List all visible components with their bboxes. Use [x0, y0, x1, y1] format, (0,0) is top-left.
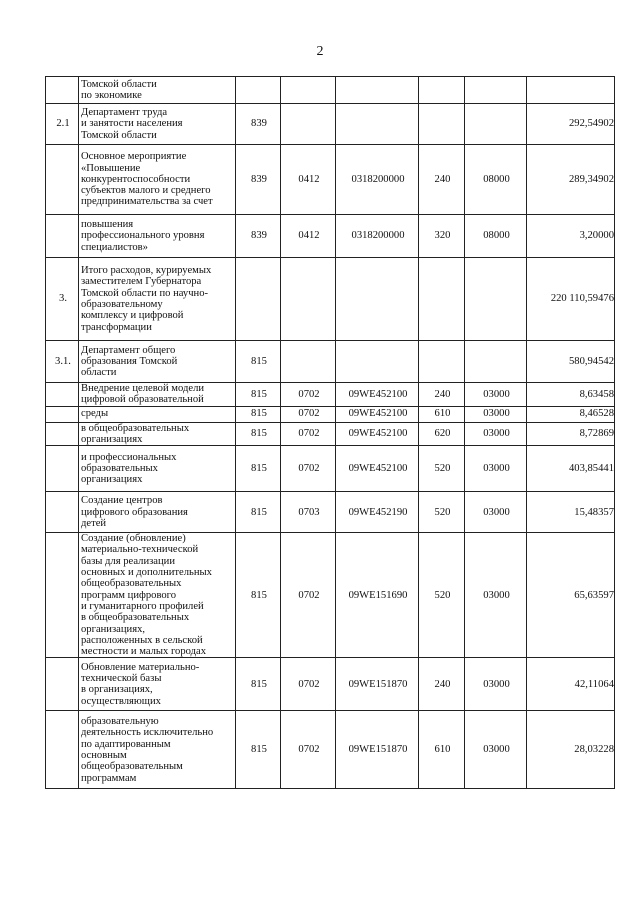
cell-amount: 42,11064 [527, 658, 615, 711]
row-number [46, 711, 79, 789]
row-description [79, 341, 236, 383]
cell-code: 839 [236, 145, 281, 215]
cell-code2: 03000 [465, 446, 527, 492]
cell-csr: 0318200000 [336, 145, 419, 215]
cell-csr [336, 341, 419, 383]
row-number [46, 492, 79, 533]
description-line: организациях [81, 474, 143, 486]
cell-code: 815 [236, 533, 281, 658]
cell-amount: 8,63458 [527, 383, 615, 407]
cell-vr: 520 [419, 492, 465, 533]
cell-code: 839 [236, 215, 281, 258]
cell-section: 0412 [281, 145, 336, 215]
row-number: 3.1. [46, 341, 79, 383]
table-body [46, 77, 615, 789]
cell-amount: 220 110,59476 [527, 258, 615, 341]
row-number [46, 145, 79, 215]
description-line: цифрового образования [81, 506, 188, 518]
description-line: общеобразовательных [81, 578, 182, 590]
cell-amount: 8,46528 [527, 406, 615, 422]
cell-vr [419, 104, 465, 145]
description-line: и занятости населения [81, 118, 183, 130]
description-line: Создание (обновление) [81, 533, 186, 545]
description-line: Внедрение целевой модели [81, 383, 205, 394]
row-description [79, 215, 236, 258]
row-number [46, 533, 79, 658]
description-line: Обновление материально- [81, 661, 200, 673]
row-number [46, 446, 79, 492]
cell-code2: 03000 [465, 711, 527, 789]
description-line: программам [81, 772, 137, 784]
row-description [79, 711, 236, 789]
cell-csr [336, 77, 419, 104]
description-line: Создание центров [81, 495, 163, 507]
cell-code: 815 [236, 711, 281, 789]
cell-vr: 240 [419, 658, 465, 711]
description-line: «Повышение [81, 162, 141, 174]
row-description [79, 422, 236, 446]
description-line: по экономике [81, 90, 142, 101]
description-line: по адаптированным [81, 738, 171, 750]
cell-code2: 03000 [465, 533, 527, 658]
description-line: местности и малых городах [81, 646, 207, 658]
cell-amount [527, 77, 615, 104]
cell-csr: 09WE452100 [336, 383, 419, 407]
table-row [46, 533, 615, 658]
description-line: образовательную [81, 716, 159, 728]
description-line: организациях, [81, 623, 146, 635]
description-line: Томской области [81, 78, 157, 90]
description-line: профессионального уровня [81, 230, 205, 242]
cell-csr: 0318200000 [336, 215, 419, 258]
cell-amount: 292,54902 [527, 104, 615, 145]
description-line: детей [81, 517, 107, 529]
cell-section: 0702 [281, 406, 336, 422]
row-description [79, 533, 236, 658]
description-line: Итого расходов, курируемых [81, 265, 212, 277]
table-row [46, 446, 615, 492]
cell-section: 0702 [281, 383, 336, 407]
cell-vr [419, 77, 465, 104]
cell-section: 0702 [281, 533, 336, 658]
cell-amount: 28,03228 [527, 711, 615, 789]
cell-code2 [465, 258, 527, 341]
cell-code: 815 [236, 492, 281, 533]
cell-amount: 403,85441 [527, 446, 615, 492]
row-description [79, 145, 236, 215]
row-number: 3. [46, 258, 79, 341]
cell-csr: 09WE151870 [336, 711, 419, 789]
row-description [79, 383, 236, 407]
row-description [79, 77, 236, 104]
description-line: Томской области [81, 129, 157, 141]
cell-section: 0702 [281, 711, 336, 789]
cell-code: 815 [236, 422, 281, 446]
cell-code: 815 [236, 658, 281, 711]
row-description [79, 446, 236, 492]
description-line: субъектов малого и среднего [81, 185, 211, 197]
description-line: образования Томской [81, 355, 178, 367]
cell-vr [419, 341, 465, 383]
description-line: заместителем Губернатора [81, 276, 202, 288]
cell-code2: 03000 [465, 492, 527, 533]
table-row [46, 258, 615, 341]
cell-vr: 240 [419, 383, 465, 407]
description-line: расположенных в сельской [81, 634, 203, 646]
cell-amount: 65,63597 [527, 533, 615, 658]
cell-code2: 03000 [465, 658, 527, 711]
cell-code2: 03000 [465, 406, 527, 422]
table-row [46, 711, 615, 789]
description-line: области [81, 367, 117, 379]
description-line: цифровой образовательной [81, 394, 204, 406]
table-row [46, 406, 615, 422]
cell-code: 815 [236, 406, 281, 422]
table-row [46, 658, 615, 711]
table-row [46, 383, 615, 407]
description-line: в организациях, [81, 684, 153, 696]
cell-code: 815 [236, 383, 281, 407]
description-line: Томской области по научно- [81, 287, 209, 299]
cell-section: 0702 [281, 658, 336, 711]
cell-vr: 520 [419, 446, 465, 492]
row-number [46, 77, 79, 104]
description-line: среды [81, 408, 109, 420]
row-number: 2.1 [46, 104, 79, 145]
table-row [46, 215, 615, 258]
row-number [46, 422, 79, 446]
description-line: комплексу и цифровой [81, 310, 184, 322]
cell-vr: 610 [419, 711, 465, 789]
row-number [46, 658, 79, 711]
row-description [79, 492, 236, 533]
cell-code2 [465, 77, 527, 104]
cell-section [281, 258, 336, 341]
cell-amount: 8,72869 [527, 422, 615, 446]
cell-code2: 08000 [465, 215, 527, 258]
cell-csr [336, 104, 419, 145]
description-line: технической базы [81, 673, 162, 685]
cell-section: 0702 [281, 446, 336, 492]
row-number [46, 215, 79, 258]
cell-amount: 580,94542 [527, 341, 615, 383]
cell-code2: 03000 [465, 383, 527, 407]
cell-code: 839 [236, 104, 281, 145]
row-description [79, 406, 236, 422]
description-line: предпринимательства за счет [81, 196, 213, 208]
cell-csr: 09WE452190 [336, 492, 419, 533]
cell-section: 0702 [281, 422, 336, 446]
cell-code: 815 [236, 341, 281, 383]
description-line: базы для реализации [81, 555, 176, 567]
budget-table [45, 76, 615, 789]
description-line: специалистов» [81, 241, 148, 253]
description-line: общеобразовательным [81, 761, 183, 773]
description-line: Департамент общего [81, 344, 176, 356]
table-row [46, 145, 615, 215]
cell-csr: 09WE151870 [336, 658, 419, 711]
cell-csr: 09WE452100 [336, 446, 419, 492]
description-line: образовательному [81, 299, 163, 310]
row-description [79, 104, 236, 145]
description-line: организациях [81, 433, 143, 445]
page-number: 2 [316, 44, 324, 59]
cell-code2 [465, 341, 527, 383]
cell-section [281, 104, 336, 145]
cell-section: 0703 [281, 492, 336, 533]
cell-vr: 520 [419, 533, 465, 658]
row-description [79, 258, 236, 341]
description-line: программ цифрового [81, 589, 177, 601]
cell-vr [419, 258, 465, 341]
cell-amount: 3,20000 [527, 215, 615, 258]
cell-code [236, 258, 281, 341]
cell-code2: 08000 [465, 145, 527, 215]
description-line: и гуманитарного профилей [81, 600, 204, 612]
table-row [46, 77, 615, 104]
cell-code2 [465, 104, 527, 145]
cell-csr: 09WE452100 [336, 406, 419, 422]
description-line: повышения [81, 219, 134, 231]
description-line: в общеобразовательных [81, 612, 190, 624]
description-line: конкурентоспособности [81, 173, 191, 185]
row-description [79, 658, 236, 711]
table-row [46, 422, 615, 446]
description-line: деятельность исключительно [81, 727, 214, 739]
cell-vr: 240 [419, 145, 465, 215]
row-number [46, 406, 79, 422]
table-row [46, 341, 615, 383]
cell-code2: 03000 [465, 422, 527, 446]
cell-csr: 09WE452100 [336, 422, 419, 446]
description-line: Основное мероприятие [81, 151, 187, 163]
cell-vr: 620 [419, 422, 465, 446]
description-line: материально-технической [81, 544, 199, 556]
cell-vr: 320 [419, 215, 465, 258]
table-row [46, 104, 615, 145]
cell-csr [336, 258, 419, 341]
cell-code [236, 77, 281, 104]
cell-csr: 09WE151690 [336, 533, 419, 658]
cell-section [281, 77, 336, 104]
description-line: в общеобразовательных [81, 422, 190, 434]
description-line: осуществляющих [81, 695, 161, 707]
description-line: Департамент труда [81, 107, 168, 119]
description-line: основным [81, 749, 127, 761]
cell-amount: 15,48357 [527, 492, 615, 533]
description-line: образовательных [81, 463, 158, 475]
cell-amount: 289,34902 [527, 145, 615, 215]
cell-vr: 610 [419, 406, 465, 422]
description-line: трансформации [81, 321, 152, 333]
table-row [46, 492, 615, 533]
cell-code: 815 [236, 446, 281, 492]
cell-section [281, 341, 336, 383]
row-number [46, 383, 79, 407]
cell-section: 0412 [281, 215, 336, 258]
description-line: основных и дополнительных [81, 567, 212, 579]
description-line: и профессиональных [81, 451, 177, 463]
